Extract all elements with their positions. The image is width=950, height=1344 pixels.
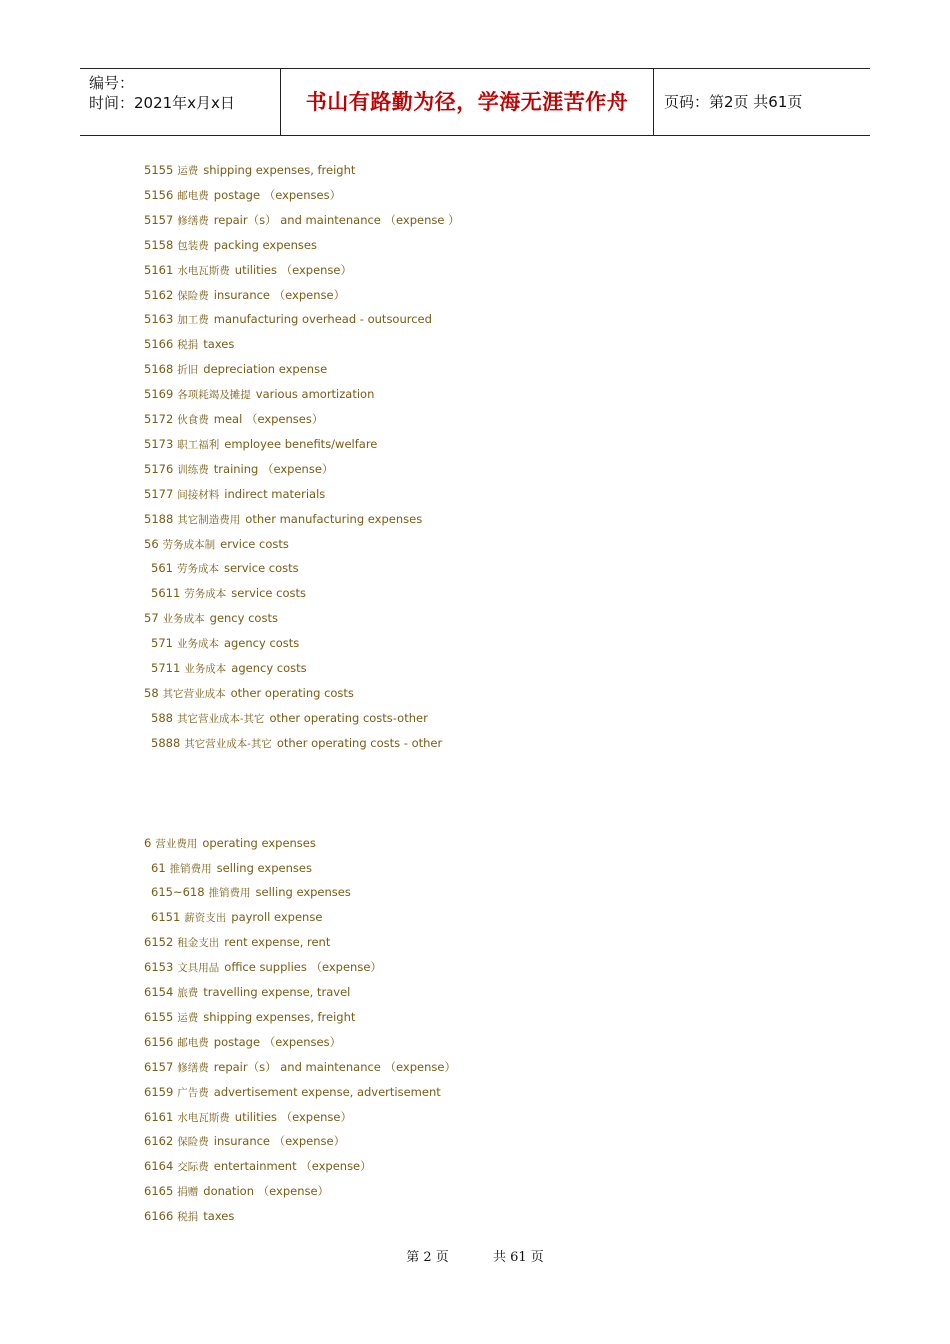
account-code: 6159: [144, 1084, 174, 1099]
account-entry: [144, 534, 289, 555]
account-code: 6166: [144, 1209, 174, 1224]
account-code: 5176: [144, 461, 174, 476]
account-entry: [151, 708, 428, 729]
account-code: 5177: [144, 486, 174, 501]
account-name-en: shipping expenses, freight: [203, 1009, 356, 1024]
account-code: 6162: [144, 1134, 174, 1149]
account-name-zh: 交际费: [177, 1161, 209, 1174]
account-name-zh: 邮电费: [177, 189, 209, 202]
header-motto: 书山有路勤为径，学海无涯苦作舟: [281, 69, 654, 135]
account-entry: [144, 509, 422, 530]
account-entry: [144, 1156, 372, 1177]
account-entry: [144, 160, 355, 181]
account-code: 5156: [144, 187, 174, 202]
account-name-en: indirect materials: [224, 486, 326, 501]
account-entry: [144, 285, 345, 306]
account-name-en: taxes: [203, 337, 235, 352]
account-entry: [144, 833, 316, 854]
account-name-en: meal （expenses）: [213, 412, 324, 426]
account-name-zh: 劳务成本: [184, 588, 227, 601]
account-name-en: employee benefits/welfare: [224, 436, 378, 451]
account-code: 6157: [144, 1059, 174, 1074]
account-name-en: various amortization: [255, 387, 375, 402]
account-code: 57: [144, 611, 159, 626]
account-entry: [144, 1206, 234, 1227]
account-name-zh: 租金支出: [177, 937, 220, 950]
account-code: 6153: [144, 960, 174, 975]
account-name-en: selling expenses: [216, 860, 312, 875]
account-code: 5888: [151, 735, 181, 750]
account-code: 588: [151, 710, 173, 725]
account-name-zh: 各项耗竭及摊提: [177, 389, 251, 402]
account-name-en: selling expenses: [255, 885, 351, 900]
account-name-en: service costs: [231, 586, 306, 601]
account-entry: [151, 907, 322, 928]
footer-page-number: 第 2 页: [406, 1250, 449, 1265]
account-code: 5168: [144, 362, 174, 377]
account-name-zh: 保险费: [177, 1136, 209, 1149]
account-name-zh: 税捐: [177, 1211, 199, 1224]
account-name-zh: 薪资支出: [184, 912, 227, 925]
account-name-zh: 营业费用: [155, 837, 198, 850]
account-name-en: repair（s） and maintenance （expense）: [213, 1059, 456, 1074]
account-name-en: entertainment （expense）: [213, 1159, 372, 1174]
header-meta: [80, 69, 281, 135]
account-name-zh: 职工福利: [177, 438, 220, 451]
account-code: 615~618: [151, 885, 205, 900]
account-entry: [144, 982, 350, 1003]
account-name-zh: 劳务成本制: [162, 538, 216, 551]
account-entry: [144, 1131, 345, 1152]
account-entry: [151, 733, 442, 754]
account-name-zh: 推销费用: [169, 862, 212, 875]
account-entry: [144, 334, 234, 355]
account-entry: [151, 882, 351, 903]
account-entry: [144, 484, 325, 505]
account-code: 58: [144, 685, 159, 700]
account-code: 6165: [144, 1184, 174, 1199]
account-name-zh: 税捐: [177, 339, 199, 352]
account-entry: [144, 608, 278, 629]
account-entry: [151, 658, 307, 679]
account-name-zh: 业务成本: [184, 663, 227, 675]
account-code: 5158: [144, 237, 174, 252]
account-name-zh: 劳务成本: [176, 563, 219, 576]
account-code: 5161: [144, 262, 174, 277]
account-name-en: depreciation expense: [203, 362, 328, 377]
account-name-en: utilities （expense）: [234, 1109, 352, 1124]
account-code: 5157: [144, 212, 174, 227]
account-code: 6164: [144, 1159, 174, 1174]
account-name-zh: 修缮费: [177, 1061, 209, 1074]
account-entry: [144, 1082, 441, 1103]
account-entry: [151, 858, 312, 879]
account-entry: [144, 932, 330, 953]
account-name-zh: 包装费: [177, 239, 209, 252]
document-number-label: 编号：: [89, 74, 135, 92]
account-code: 5711: [151, 661, 181, 675]
account-code: 6: [144, 835, 152, 850]
account-entry: [144, 957, 382, 978]
account-name-en: ervice costs: [220, 536, 289, 551]
account-entry: [144, 260, 352, 281]
page-header: [80, 68, 870, 136]
account-name-zh: 其它制造费用: [177, 513, 241, 526]
account-entry: [144, 210, 460, 231]
account-name-en: rent expense, rent: [224, 935, 331, 950]
account-name-en: payroll expense: [231, 910, 323, 925]
account-name-zh: 文具用品: [177, 962, 220, 975]
account-entry: [151, 633, 299, 654]
document-date-label: 时间：2021年x月x日: [89, 94, 235, 112]
account-entry: [144, 1057, 456, 1078]
account-name-en: shipping expenses, freight: [203, 163, 356, 177]
account-code: 5169: [144, 387, 174, 402]
account-code: 6152: [144, 935, 174, 950]
account-name-en: insurance （expense）: [213, 287, 346, 302]
account-name-zh: 运费: [177, 1011, 199, 1024]
account-entry: [151, 558, 299, 579]
account-entry: [144, 1007, 355, 1028]
footer-total-pages: 共 61 页: [492, 1250, 544, 1265]
account-entry: [144, 309, 432, 330]
account-code: 6155: [144, 1009, 174, 1024]
account-name-zh: 伙食费: [177, 414, 209, 426]
account-entry: [144, 683, 354, 704]
account-code: 56: [144, 536, 159, 551]
account-code: 561: [151, 561, 173, 576]
account-name-en: training （expense）: [213, 461, 334, 476]
account-entry: [144, 1181, 329, 1202]
account-entry: [144, 1107, 352, 1128]
account-name-zh: 业务成本: [176, 638, 219, 651]
account-name-en: agency costs: [223, 636, 300, 651]
account-code: 5188: [144, 511, 174, 526]
account-entry: [144, 1032, 341, 1053]
account-name-en: other operating costs-other: [269, 710, 428, 725]
account-name-en: other operating costs: [230, 685, 354, 700]
account-name-zh: 训练费: [177, 463, 209, 476]
account-name-en: donation （expense）: [203, 1184, 330, 1199]
account-name-zh: 水电瓦斯费: [177, 1111, 230, 1124]
account-entry: [144, 434, 377, 455]
account-name-zh: 旅费: [177, 987, 199, 999]
account-name-en: utilities （expense）: [234, 262, 352, 277]
account-entry: [144, 459, 333, 480]
account-code: 5611: [151, 586, 181, 601]
account-code: 61: [151, 860, 166, 875]
account-name-en: manufacturing overhead - outsourced: [213, 312, 432, 327]
account-name-zh: 业务成本: [162, 613, 205, 626]
account-name-zh: 保险费: [177, 289, 209, 302]
account-code: 5173: [144, 436, 174, 451]
account-name-zh: 邮电费: [177, 1036, 209, 1049]
account-entry: [144, 185, 341, 206]
account-entry: [144, 235, 317, 256]
account-code: 6154: [144, 985, 174, 999]
account-name-en: office supplies （expense）: [224, 960, 382, 975]
account-code: 6151: [151, 910, 181, 925]
account-name-en: other operating costs - other: [276, 735, 443, 750]
header-page-info: 页码：第2页 共61页: [664, 93, 803, 111]
account-name-en: travelling expense, travel: [203, 985, 351, 999]
account-name-en: taxes: [203, 1209, 235, 1224]
account-name-en: other manufacturing expenses: [245, 511, 423, 526]
account-name-zh: 运费: [177, 165, 199, 177]
account-code: 571: [151, 636, 173, 651]
account-name-en: postage （expenses）: [213, 1034, 342, 1049]
account-code: 6156: [144, 1034, 174, 1049]
account-name-zh: 捐赠: [177, 1186, 199, 1199]
account-name-zh: 折旧: [177, 364, 199, 377]
account-name-zh: 推销费用: [208, 887, 251, 900]
account-name-en: advertisement expense, advertisement: [213, 1084, 441, 1099]
account-code: 5166: [144, 337, 174, 352]
account-code: 5162: [144, 287, 174, 302]
account-entry: [144, 384, 374, 405]
account-name-zh: 水电瓦斯费: [177, 264, 230, 277]
account-name-en: insurance （expense）: [213, 1134, 346, 1149]
account-name-en: gency costs: [209, 611, 278, 626]
account-entry: [144, 409, 323, 430]
account-name-en: postage （expenses）: [213, 187, 342, 202]
account-name-en: packing expenses: [213, 237, 317, 252]
account-name-zh: 其它营业成本-其它: [176, 712, 265, 725]
account-name-zh: 其它营业成本-其它: [184, 737, 272, 750]
account-name-zh: 修缮费: [177, 214, 209, 227]
account-name-en: agency costs: [231, 661, 307, 675]
account-code: 5163: [144, 312, 174, 327]
account-code: 5172: [144, 412, 174, 426]
account-name-zh: 间接材料: [177, 488, 220, 501]
account-entry: [151, 583, 306, 604]
account-name-zh: 加工费: [177, 314, 209, 327]
account-name-en: repair（s） and maintenance （expense ）: [213, 212, 460, 227]
account-name-en: operating expenses: [202, 835, 316, 850]
account-name-zh: 广告费: [177, 1086, 209, 1099]
account-entry: [144, 359, 327, 380]
account-code: 5155: [144, 163, 174, 177]
account-name-en: service costs: [223, 561, 299, 576]
account-name-zh: 其它营业成本: [162, 687, 226, 700]
account-code: 6161: [144, 1109, 174, 1124]
page-footer: [0, 1246, 950, 1265]
